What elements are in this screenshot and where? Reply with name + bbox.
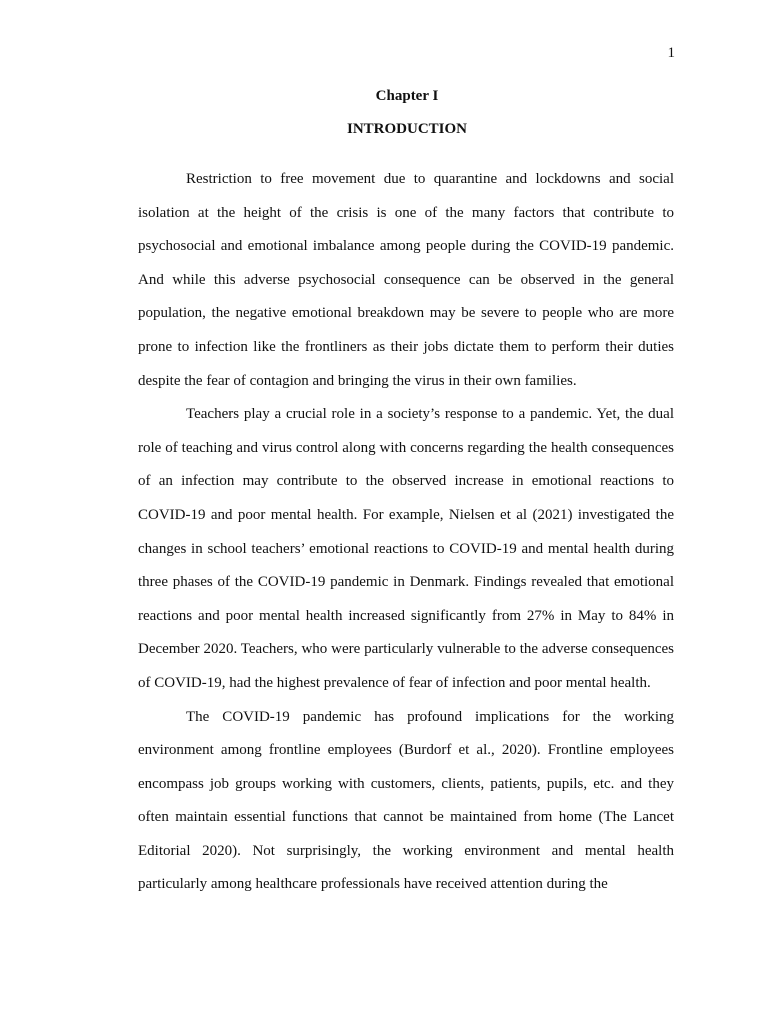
paragraph: The COVID-19 pandemic has profound implications for the working environment among frontline employees (Burdorf et al., 2020). Frontline employees encompass job groups working with customers, clients, patients, pupils, etc. and they often maintain essential functions that cannot be maintained from home (The Lancet Editorial 2020). Not surprisingly, the working environment and mental health particularly among healthcare professionals have received attention during the	[138, 708, 674, 893]
page-number: 1	[667, 45, 675, 61]
chapter-title: Chapter I	[375, 88, 439, 104]
paragraph: Teachers play a crucial role in a society’s response to a pandemic. Yet, the dual role of teaching and virus control along with concerns regarding the health consequences of an infection may contribute to the observed increase in emotional reactions to COVID-19 and poor mental health. For example, Nielsen et al (2021) investigated the changes in school teachers’ emotional reactions to COVID-19 and mental health during three phases of the COVID-19 pandemic in Denmark. Findings revealed that emotional reactions and poor mental health increased significantly from 27% in May to 84% in December 2020. Teachers, who were particularly vulnerable to the adverse consequences of COVID-19, had the highest prevalence of fear of infection and poor mental health.	[138, 406, 674, 691]
paragraph: Restriction to free movement due to quarantine and lockdowns and social isolation at the height of the crisis is one of the many factors that contribute to psychosocial and emotional imbalance among people during the COVID-19 pandemic. And while this adverse psychosocial consequence can be observed in the general population, the negative emotional breakdown may be severe to people who are more prone to infection like the frontliners as their jobs dictate them to perform their duties despite the fear of contagion and bringing the virus in their own families.	[138, 171, 674, 389]
body-text	[138, 163, 674, 902]
section-heading: INTRODUCTION	[346, 121, 467, 137]
